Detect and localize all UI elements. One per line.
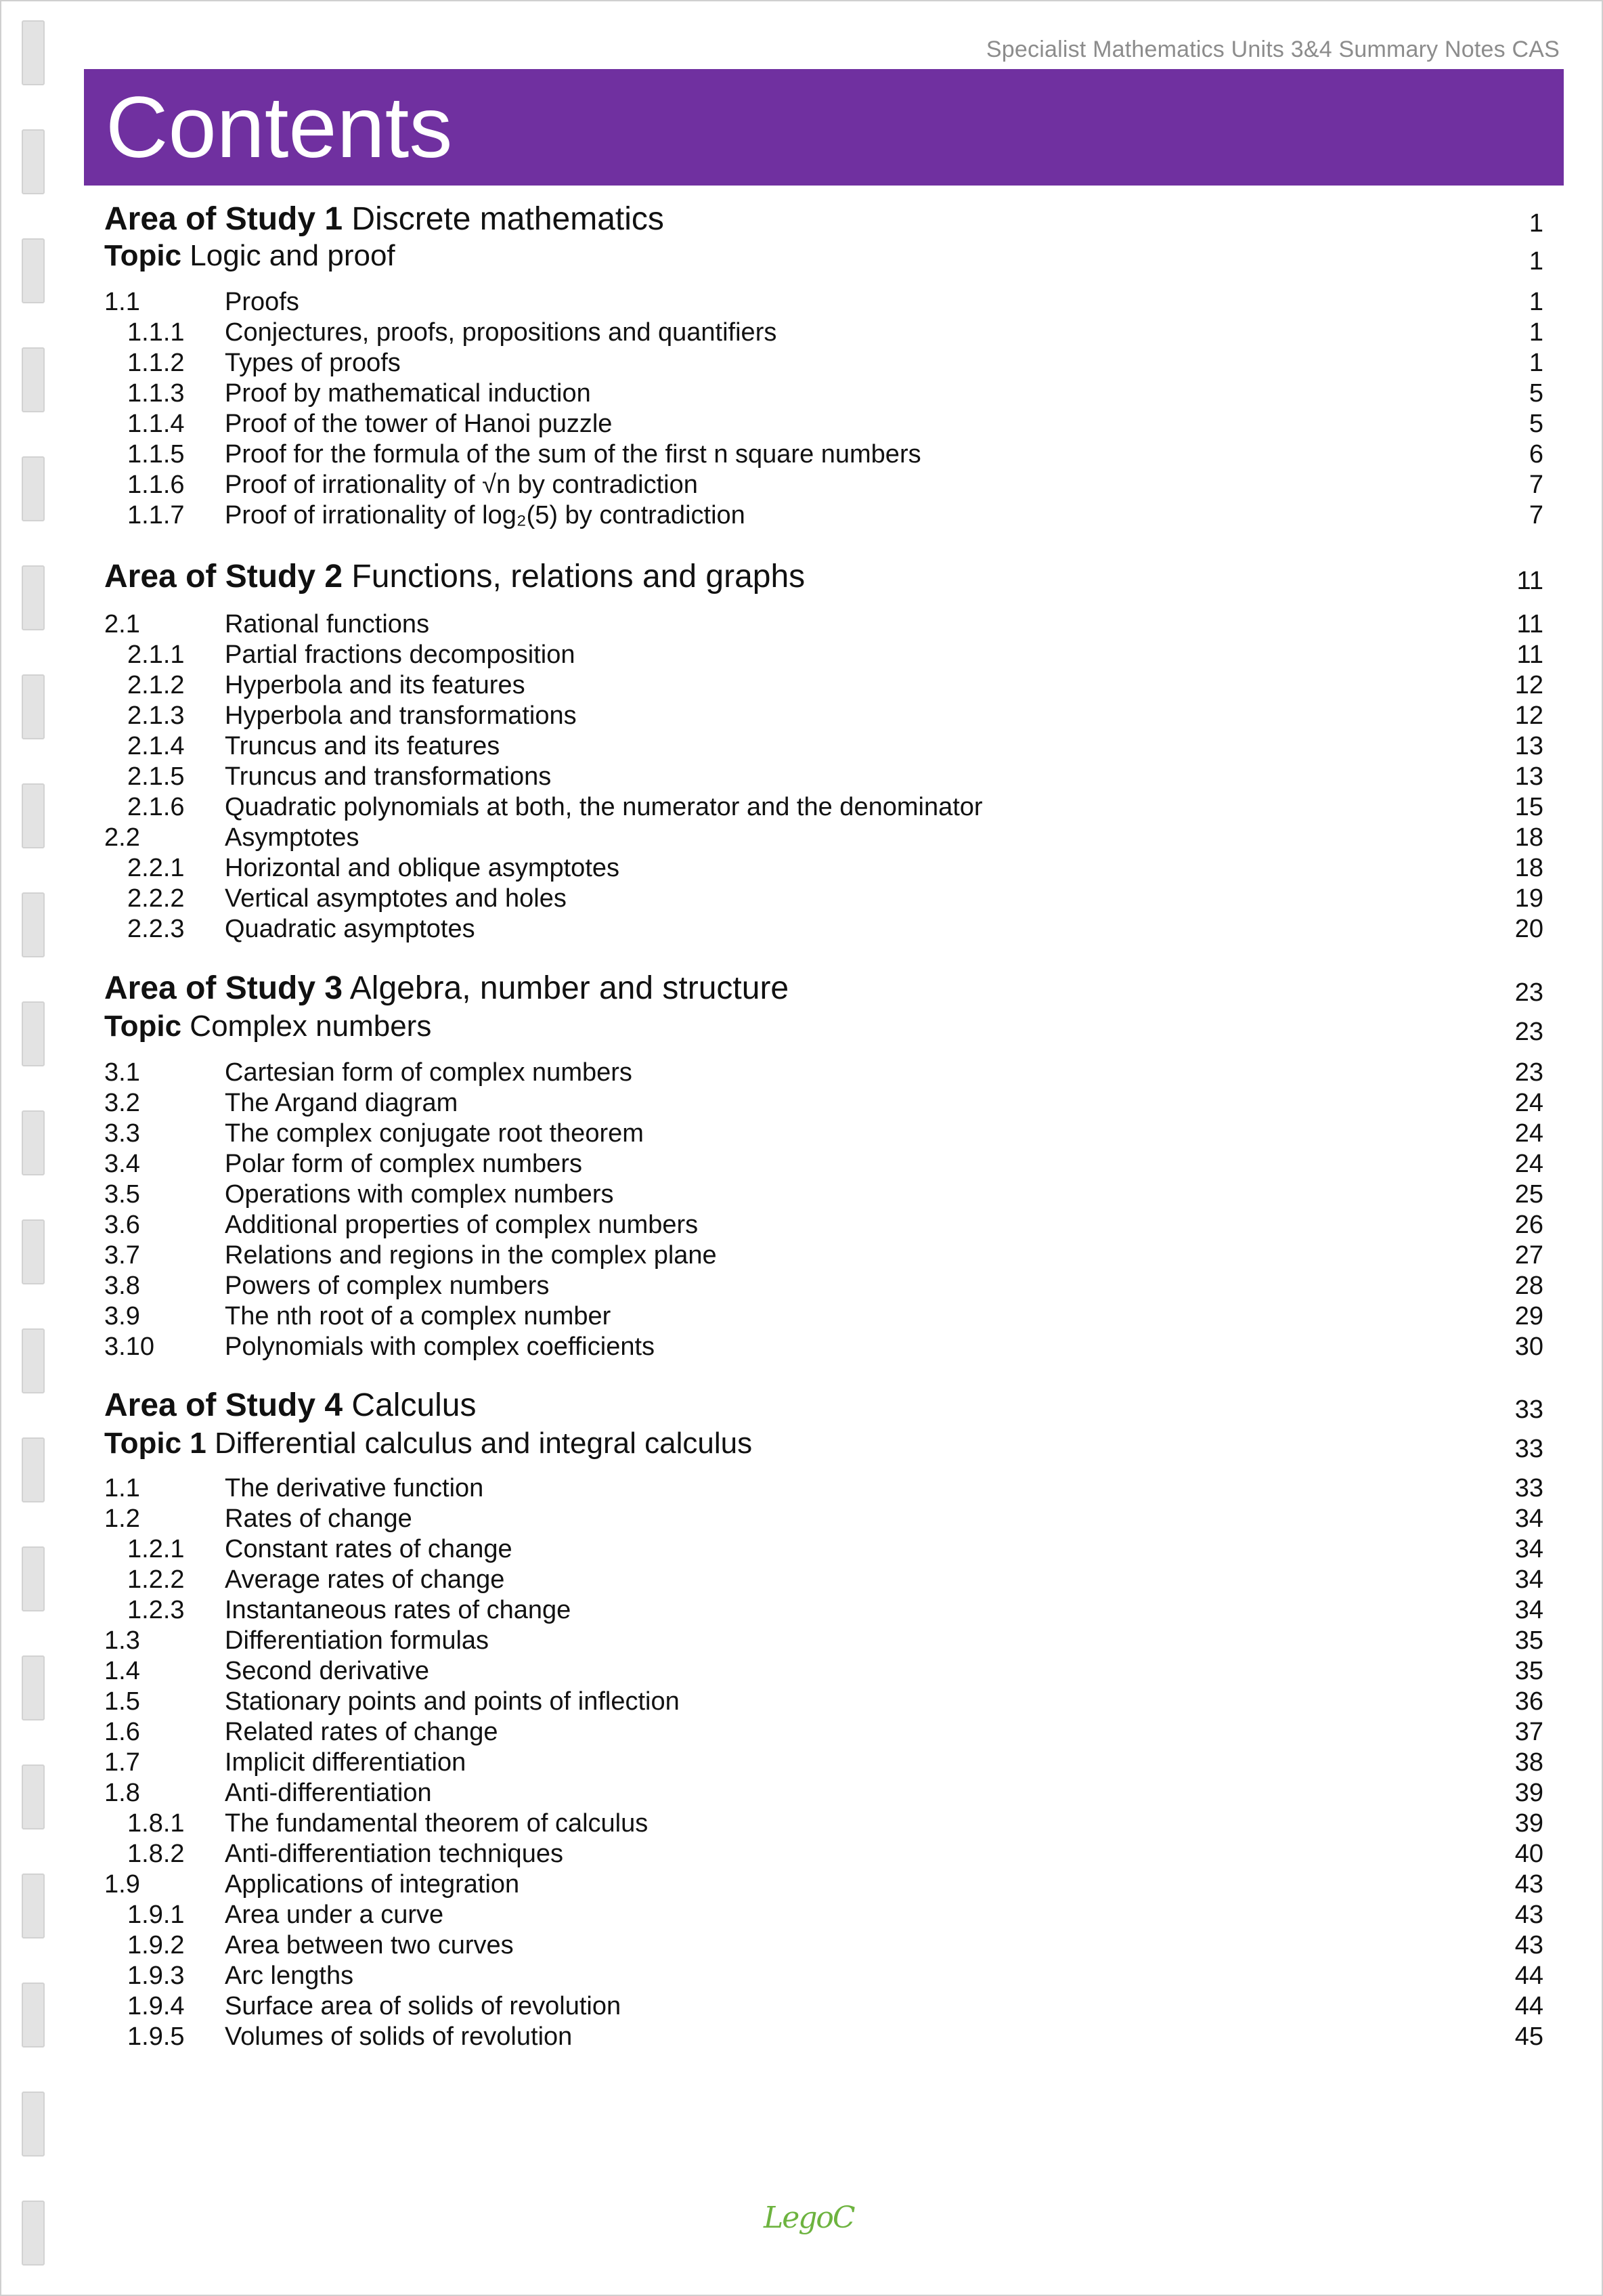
binding-hole (22, 1328, 45, 1393)
binding-hole (22, 1110, 45, 1175)
entry-page-number: 18 (1514, 854, 1543, 882)
toc-entry[interactable] (104, 470, 1543, 500)
entry-number: 2.1 (104, 610, 140, 638)
toc-entry[interactable] (104, 1930, 1543, 1961)
topic-lead: Topic (104, 1010, 182, 1043)
entry-page-number: 37 (1514, 1718, 1543, 1746)
entry-title: The nth root of a complex number (225, 1302, 611, 1330)
page-title: Contents (106, 79, 453, 176)
entry-title: The complex conjugate root theorem (225, 1119, 644, 1148)
toc-entry[interactable] (104, 762, 1543, 792)
entry-title: Arc lengths (225, 1962, 354, 1990)
toc-entry[interactable] (104, 1565, 1543, 1595)
entry-title: Hyperbola and transformations (225, 701, 577, 730)
toc-entry[interactable] (104, 731, 1543, 762)
entry-page-number: 34 (1514, 1504, 1543, 1533)
entry-number: 1.3 (104, 1626, 140, 1655)
toc-entry[interactable] (104, 640, 1543, 670)
binding-hole (22, 129, 45, 194)
entry-title: Differentiation formulas (225, 1626, 489, 1655)
entry-page-number: 44 (1514, 1962, 1543, 1990)
entry-title: Rates of change (225, 1504, 412, 1533)
entry-number: 1.4 (104, 1657, 140, 1685)
entry-number: 2.1.6 (127, 793, 185, 821)
entry-page-number: 38 (1514, 1748, 1543, 1777)
entry-number: 2.2.3 (127, 915, 185, 943)
entry-page-number: 28 (1514, 1272, 1543, 1300)
area-page-number: 23 (1514, 978, 1543, 1007)
entry-number: 1.5 (104, 1687, 140, 1716)
binding-hole (22, 783, 45, 848)
toc-entry[interactable] (104, 1687, 1543, 1717)
entry-page-number: 5 (1529, 379, 1543, 408)
toc-entry[interactable] (104, 609, 1543, 640)
entry-page-number: 35 (1514, 1626, 1543, 1655)
entry-number: 1.7 (104, 1748, 140, 1777)
binding-hole (22, 1219, 45, 1284)
entry-number: 2.2.1 (127, 854, 185, 882)
binding-hole (22, 892, 45, 957)
entry-page-number: 34 (1514, 1535, 1543, 1563)
toc-entry[interactable] (104, 1240, 1543, 1271)
entry-number: 1.9.4 (127, 1992, 185, 2020)
entry-page-number: 1 (1529, 318, 1543, 347)
entry-number: 3.9 (104, 1302, 140, 1330)
entry-title: The fundamental theorem of calculus (225, 1809, 649, 1838)
toc-entry[interactable] (104, 701, 1543, 731)
binding-hole (22, 1983, 45, 2048)
entry-number: 1.1 (104, 1474, 140, 1502)
entry-page-number: 39 (1514, 1809, 1543, 1838)
entry-page-number: 36 (1514, 1687, 1543, 1716)
entry-title: Asymptotes (225, 823, 359, 852)
toc-entry[interactable] (104, 1271, 1543, 1301)
toc-entry[interactable] (104, 853, 1543, 884)
entry-title: Powers of complex numbers (225, 1272, 550, 1300)
entry-title: Proof by mathematical induction (225, 379, 591, 408)
entry-title: Constant rates of change (225, 1535, 512, 1563)
binding-hole (22, 238, 45, 303)
entry-number: 3.4 (104, 1150, 140, 1178)
entry-title: Implicit differentiation (225, 1748, 466, 1777)
area-lead: Area of Study 4 (104, 1387, 343, 1423)
area-title: Discrete mathematics (351, 201, 664, 237)
toc-topic-heading[interactable] (104, 1009, 1543, 1044)
toc-topic-heading[interactable] (104, 238, 1543, 274)
entry-page-number: 27 (1514, 1241, 1543, 1270)
entry-number: 1.9.5 (127, 2022, 185, 2051)
binding-hole (22, 1437, 45, 1502)
entry-page-number: 20 (1514, 915, 1543, 943)
toc-entry[interactable] (104, 1504, 1543, 1534)
area-lead: Area of Study 3 (104, 970, 343, 1006)
binding-hole (22, 1546, 45, 1611)
entry-number: 1.1.7 (127, 501, 185, 529)
area-title: Calculus (351, 1387, 477, 1423)
binding-hole (22, 347, 45, 412)
entry-page-number: 6 (1529, 440, 1543, 469)
toc-entry[interactable] (104, 1900, 1543, 1930)
entry-page-number: 7 (1529, 471, 1543, 499)
entry-page-number: 18 (1514, 823, 1543, 852)
entry-page-number: 15 (1514, 793, 1543, 821)
area-lead: Area of Study 2 (104, 559, 343, 594)
toc-entry[interactable] (104, 318, 1543, 348)
toc-entry[interactable] (104, 1332, 1543, 1362)
entry-title: The Argand diagram (225, 1089, 458, 1117)
toc-area-heading[interactable] (104, 200, 1543, 238)
entry-title: Quadratic polynomials at both, the numerator and the denominator (225, 793, 983, 821)
binding-hole (22, 1001, 45, 1066)
entry-number: 2.1.1 (127, 641, 185, 669)
toc-entry[interactable] (104, 884, 1543, 914)
entry-page-number: 35 (1514, 1657, 1543, 1685)
entry-title: Truncus and transformations (225, 762, 552, 791)
entry-title: The derivative function (225, 1474, 484, 1502)
entry-number: 3.3 (104, 1119, 140, 1148)
entry-title: Average rates of change (225, 1565, 505, 1594)
entry-page-number: 12 (1514, 701, 1543, 730)
entry-title: Area under a curve (225, 1901, 444, 1929)
entry-page-number: 13 (1514, 762, 1543, 791)
toc-entry[interactable] (104, 1595, 1543, 1626)
entry-page-number: 30 (1514, 1333, 1543, 1361)
entry-number: 2.1.5 (127, 762, 185, 791)
entry-title: Types of proofs (225, 349, 401, 377)
entry-number: 3.10 (104, 1333, 154, 1361)
entry-page-number: 44 (1514, 1992, 1543, 2020)
entry-number: 3.6 (104, 1211, 140, 1239)
entry-number: 3.5 (104, 1180, 140, 1209)
entry-number: 2.1.2 (127, 671, 185, 699)
toc-entry[interactable] (104, 1778, 1543, 1808)
entry-title: Proof of irrationality of log₂(5) by contradiction (225, 501, 745, 529)
entry-title: Vertical asymptotes and holes (225, 884, 567, 913)
toc-entry[interactable] (104, 1808, 1543, 1839)
entry-page-number: 34 (1514, 1565, 1543, 1594)
entry-number: 2.2 (104, 823, 140, 852)
entry-page-number: 39 (1514, 1779, 1543, 1807)
entry-title: Truncus and its features (225, 732, 500, 760)
binding-hole (22, 20, 45, 85)
contents-banner (84, 69, 1564, 186)
entry-number: 1.8.2 (127, 1840, 185, 1868)
entry-number: 1.1.4 (127, 410, 185, 438)
entry-title: Proof of irrationality of √n by contradiction (225, 471, 698, 499)
toc-entry[interactable] (104, 1088, 1543, 1119)
entry-title: Conjectures, proofs, propositions and quantifiers (225, 318, 777, 347)
toc-entry[interactable] (104, 378, 1543, 409)
toc-area-heading[interactable] (104, 970, 1543, 1008)
toc-entry[interactable] (104, 500, 1543, 531)
running-header: Specialist Mathematics Units 3&4 Summary Notes CAS (986, 37, 1560, 62)
toc-entry[interactable] (104, 823, 1543, 853)
topic-page-number: 33 (1514, 1435, 1543, 1463)
area-page-number: 1 (1529, 209, 1543, 238)
binding-hole (22, 1764, 45, 1829)
topic-title: Differential calculus and integral calculus (215, 1427, 753, 1460)
entry-page-number: 24 (1514, 1150, 1543, 1178)
entry-page-number: 5 (1529, 410, 1543, 438)
entry-title: Relations and regions in the complex plane (225, 1241, 717, 1270)
entry-number: 1.2.2 (127, 1565, 185, 1594)
toc-entry[interactable] (104, 1717, 1543, 1748)
entry-number: 1.1.3 (127, 379, 185, 408)
entry-page-number: 12 (1514, 671, 1543, 699)
entry-number: 1.2.3 (127, 1596, 185, 1624)
entry-number: 3.1 (104, 1058, 140, 1087)
toc-entry[interactable] (104, 1534, 1543, 1565)
toc-entry[interactable] (104, 1210, 1543, 1240)
entry-number: 3.2 (104, 1089, 140, 1117)
topic-lead: Topic 1 (104, 1427, 206, 1460)
entry-number: 1.9 (104, 1870, 140, 1899)
entry-page-number: 19 (1514, 884, 1543, 913)
entry-title: Polynomials with complex coefficients (225, 1333, 655, 1361)
entry-number: 2.1.4 (127, 732, 185, 760)
entry-page-number: 34 (1514, 1596, 1543, 1624)
entry-page-number: 1 (1529, 288, 1543, 316)
entry-title: Proof of the tower of Hanoi puzzle (225, 410, 613, 438)
toc-entry[interactable] (104, 1961, 1543, 1991)
toc-entry[interactable] (104, 1748, 1543, 1778)
toc-entry[interactable] (104, 1839, 1543, 1869)
entry-title: Stationary points and points of inflection (225, 1687, 680, 1716)
entry-title: Anti-differentiation (225, 1779, 432, 1807)
entry-title: Related rates of change (225, 1718, 498, 1746)
toc-entry[interactable] (104, 439, 1543, 470)
area-page-number: 33 (1514, 1395, 1543, 1424)
entry-number: 1.9.1 (127, 1901, 185, 1929)
entry-page-number: 23 (1514, 1058, 1543, 1087)
entry-number: 2.2.2 (127, 884, 185, 913)
entry-title: Instantaneous rates of change (225, 1596, 571, 1624)
entry-number: 3.7 (104, 1241, 140, 1270)
toc-entry[interactable] (104, 914, 1543, 945)
toc-entry[interactable] (104, 1869, 1543, 1900)
entry-page-number: 43 (1514, 1901, 1543, 1929)
logo-text: LegoC (764, 2201, 854, 2235)
entry-page-number: 45 (1514, 2022, 1543, 2051)
entry-title: Hyperbola and its features (225, 671, 525, 699)
logo (764, 2201, 854, 2235)
toc-area-heading[interactable] (104, 558, 1543, 596)
toc-entry[interactable] (104, 1149, 1543, 1179)
toc-entry[interactable] (104, 792, 1543, 823)
entry-page-number: 29 (1514, 1302, 1543, 1330)
topic-page-number: 23 (1514, 1018, 1543, 1046)
entry-title: Proof for the formula of the sum of the first n square numbers (225, 440, 921, 469)
entry-number: 1.8.1 (127, 1809, 185, 1838)
toc-entry[interactable] (104, 670, 1543, 701)
binding-hole (22, 2201, 45, 2266)
entry-number: 1.1.1 (127, 318, 185, 347)
entry-title: Volumes of solids of revolution (225, 2022, 573, 2051)
toc-entry[interactable] (104, 409, 1543, 439)
binding-hole (22, 1655, 45, 1720)
entry-number: 3.8 (104, 1272, 140, 1300)
entry-number: 1.2.1 (127, 1535, 185, 1563)
entry-number: 1.1.2 (127, 349, 185, 377)
entry-number: 1.9.2 (127, 1931, 185, 1959)
binding-hole (22, 2092, 45, 2157)
entry-page-number: 7 (1529, 501, 1543, 529)
entry-number: 1.1 (104, 288, 140, 316)
entry-title: Second derivative (225, 1657, 430, 1685)
toc-entry[interactable] (104, 1991, 1543, 2022)
entry-title: Rational functions (225, 610, 430, 638)
entry-title: Quadratic asymptotes (225, 915, 475, 943)
entry-page-number: 13 (1514, 732, 1543, 760)
entry-page-number: 24 (1514, 1119, 1543, 1148)
entry-page-number: 24 (1514, 1089, 1543, 1117)
area-title: Functions, relations and graphs (351, 559, 806, 594)
binding-hole (22, 1873, 45, 1938)
entry-title: Operations with complex numbers (225, 1180, 614, 1209)
entry-title: Cartesian form of complex numbers (225, 1058, 632, 1087)
entry-title: Proofs (225, 288, 299, 316)
binding-hole (22, 456, 45, 521)
toc-area-heading[interactable] (104, 1387, 1543, 1425)
entry-page-number: 25 (1514, 1180, 1543, 1209)
toc-entry[interactable] (104, 1179, 1543, 1210)
toc-topic-heading[interactable] (104, 1426, 1543, 1461)
toc-entry[interactable] (104, 287, 1543, 318)
entry-page-number: 11 (1516, 641, 1543, 669)
entry-title: Anti-differentiation techniques (225, 1840, 563, 1868)
entry-number: 1.1.5 (127, 440, 185, 469)
entry-page-number: 26 (1514, 1211, 1543, 1239)
entry-number: 2.1.3 (127, 701, 185, 730)
entry-title: Applications of integration (225, 1870, 520, 1899)
entry-number: 1.2 (104, 1504, 140, 1533)
topic-lead: Topic (104, 239, 182, 272)
toc-entry[interactable] (104, 1119, 1543, 1149)
entry-number: 1.6 (104, 1718, 140, 1746)
entry-number: 1.8 (104, 1779, 140, 1807)
entry-title: Partial fractions decomposition (225, 641, 575, 669)
toc-entry[interactable] (104, 1301, 1543, 1332)
binding-holes (22, 20, 45, 2282)
toc-entry[interactable] (104, 348, 1543, 378)
topic-title: Logic and proof (190, 239, 395, 272)
entry-title: Surface area of solids of revolution (225, 1992, 621, 2020)
entry-title: Horizontal and oblique asymptotes (225, 854, 620, 882)
entry-page-number: 40 (1514, 1840, 1543, 1868)
entry-title: Additional properties of complex numbers (225, 1211, 699, 1239)
toc-entry[interactable] (104, 2022, 1543, 2052)
entry-page-number: 1 (1529, 349, 1543, 377)
entry-title: Polar form of complex numbers (225, 1150, 582, 1178)
entry-title: Area between two curves (225, 1931, 514, 1959)
toc-entry[interactable] (104, 1058, 1543, 1088)
entry-page-number: 43 (1514, 1870, 1543, 1899)
toc-entry[interactable] (104, 1626, 1543, 1656)
binding-hole (22, 565, 45, 630)
topic-page-number: 1 (1529, 247, 1543, 276)
area-lead: Area of Study 1 (104, 201, 343, 237)
entry-number: 1.1.6 (127, 471, 185, 499)
toc-entry[interactable] (104, 1656, 1543, 1687)
binding-hole (22, 674, 45, 739)
area-page-number: 11 (1516, 567, 1543, 595)
area-title: Algebra, number and structure (349, 970, 789, 1006)
entry-page-number: 43 (1514, 1931, 1543, 1959)
entry-number: 1.9.3 (127, 1962, 185, 1990)
entry-page-number: 11 (1516, 610, 1543, 638)
toc-entry[interactable] (104, 1473, 1543, 1504)
entry-page-number: 33 (1514, 1474, 1543, 1502)
topic-title: Complex numbers (190, 1010, 432, 1043)
